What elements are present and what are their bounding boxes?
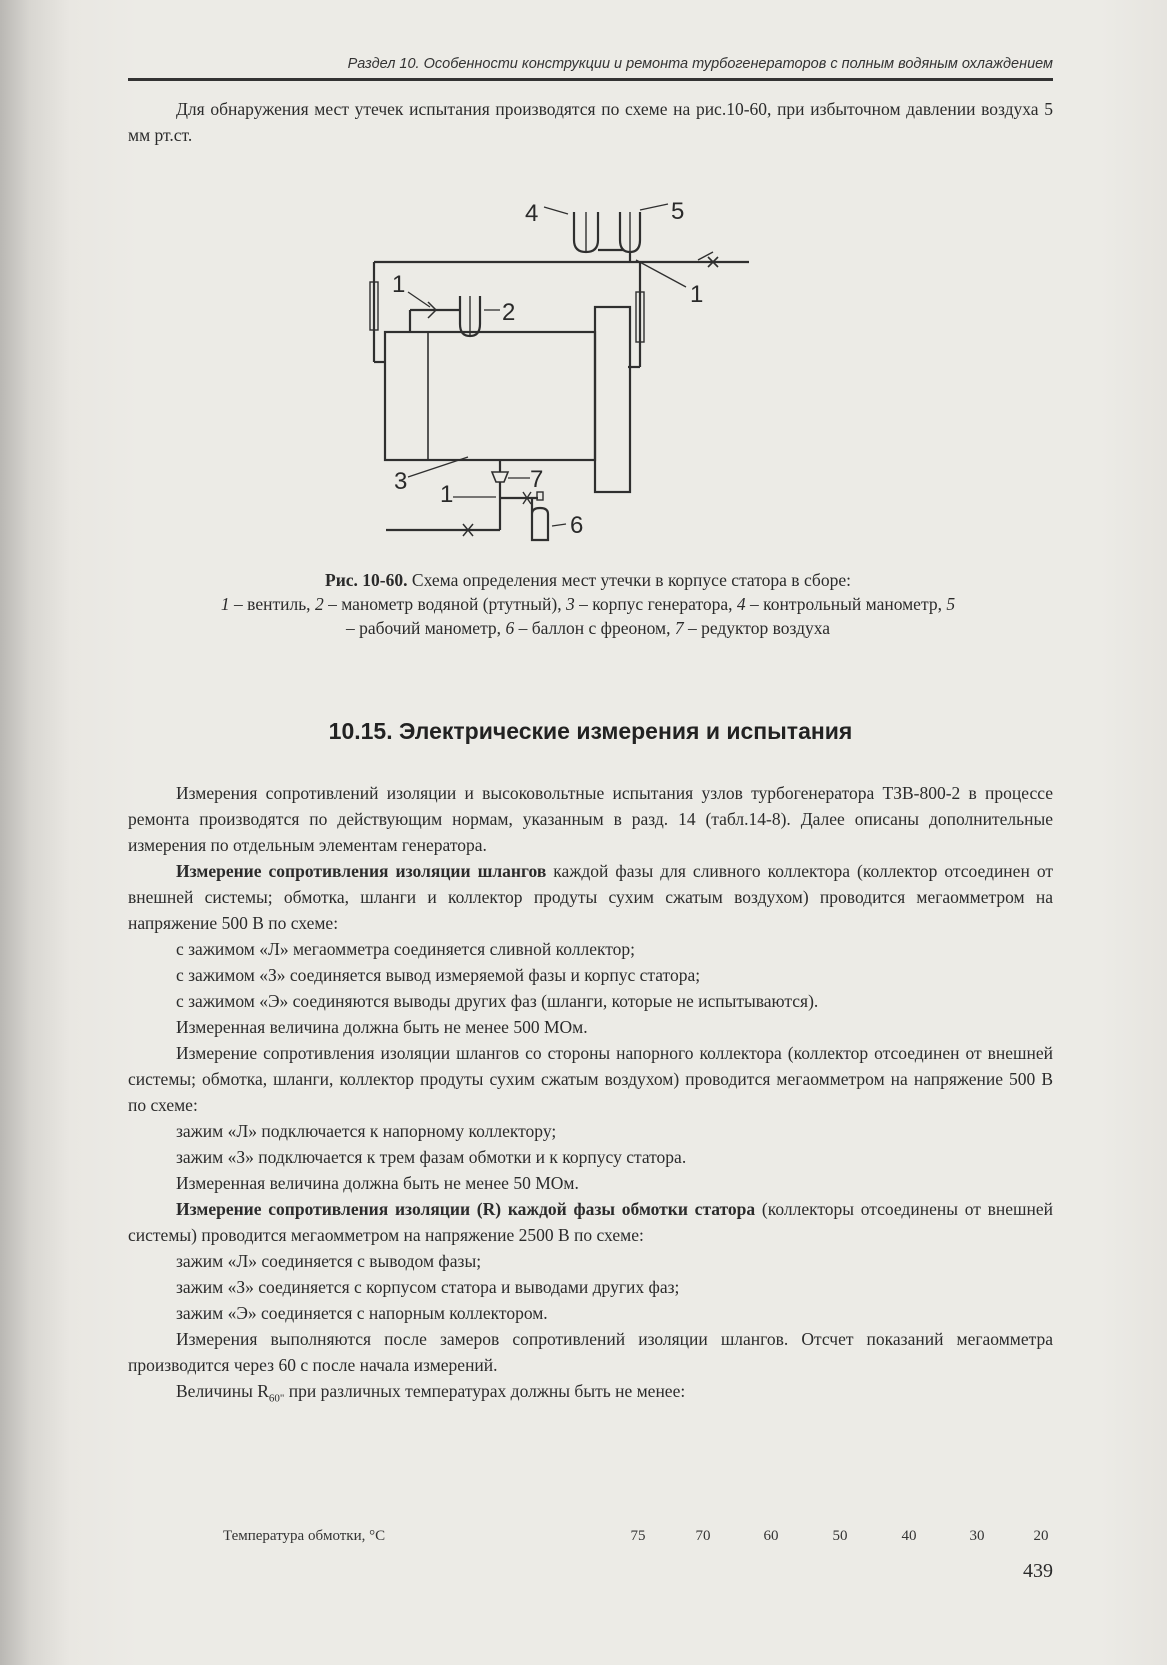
paragraph-6	[128, 1196, 1053, 1248]
paragraph-5: Измеренная величина должна быть не менее 50 МОм.	[176, 1173, 579, 1193]
temperature-label: Температура обмотки, °С	[223, 1528, 386, 1544]
figure-label-4: 4	[525, 200, 539, 227]
paragraph-8	[128, 1378, 1053, 1412]
running-head: Раздел 10. Особенности конструкции и ремонта турбогенераторов с полным водяным охлаждением	[347, 56, 1053, 72]
paragraph-2	[128, 858, 1053, 936]
paragraph-8-b: при различных температурах должны быть не менее:	[284, 1381, 686, 1401]
caption-item-5: – рабочий манометр,	[345, 618, 506, 638]
temperature-value: 30	[969, 1528, 985, 1544]
header-rule	[128, 78, 1053, 81]
figure-label-1-bottom: 1	[440, 481, 454, 508]
list-item-3: с зажимом «Э» соединяются выводы других фаз (шланги, которые не испытываются).	[176, 991, 819, 1011]
temperature-value: 50	[832, 1528, 848, 1544]
list-item-5: зажим «З» подключается к трем фазам обмотки и к корпусу статора.	[176, 1147, 687, 1167]
temperature-row	[223, 1528, 1053, 1550]
caption-item-6: – баллон с фреоном,	[514, 618, 675, 638]
caption-num-1: 1	[220, 594, 230, 614]
list-item-2: с зажимом «З» соединяется вывод измеряемой фазы и корпус статора;	[176, 965, 701, 985]
caption-title: Рис. 10-60.	[325, 570, 408, 590]
paragraph-8-a: Величины R	[176, 1381, 269, 1401]
caption-num-2: 2	[314, 594, 324, 614]
temperature-value: 60	[763, 1528, 779, 1544]
figure-label-1-left: 1	[392, 271, 406, 298]
caption-num-7: 7	[674, 618, 684, 638]
list-item-7: зажим «З» соединяется с корпусом статора и выводами других фаз;	[176, 1277, 680, 1297]
temperature-value: 70	[695, 1528, 711, 1544]
caption-item-7: – редуктор воздуха	[683, 618, 831, 638]
paragraph-6-rest: (коллекторы отсоединены от внешней системы) проводится мегаомметром на напряжение 2500 В по схеме:	[128, 1199, 1053, 1245]
caption-num-3: 3	[565, 594, 575, 614]
figure-label-2: 2	[502, 299, 516, 326]
figure-label-5: 5	[671, 198, 685, 225]
temperature-value: 75	[630, 1528, 646, 1544]
document-page	[128, 40, 1053, 1630]
figure-label-3: 3	[394, 468, 408, 495]
section-title: 10.15. Электрические измерения и испытания	[328, 718, 853, 744]
caption-item-1: – вентиль,	[229, 594, 315, 614]
paragraph-6-bold: Измерение сопротивления изоляции (R) каждой фазы обмотки статора	[176, 1199, 756, 1219]
list-item-1: с зажимом «Л» мегаомметра соединяется сливной коллектор;	[176, 939, 636, 959]
list-item-8: зажим «Э» соединяется с напорным коллектором.	[176, 1303, 548, 1323]
paragraph-3: Измеренная величина должна быть не менее 500 МОм.	[176, 1017, 588, 1037]
page-number: 439	[1023, 1560, 1053, 1582]
intro-text: Для обнаружения мест утечек испытания производятся по схеме на рис.10-60, при избыточном давлении воздуха 5 мм рт.ст.	[128, 99, 1053, 145]
figure-caption	[218, 568, 958, 640]
caption-item-2: – манометр водяной (ртутный),	[323, 594, 566, 614]
figure-label-1-top: 1	[690, 281, 704, 308]
intro-paragraph	[128, 96, 1053, 148]
caption-item-3: – корпус генератора,	[574, 594, 737, 614]
caption-num-5: 5	[946, 594, 956, 614]
caption-text: Схема определения мест утечки в корпусе статора в сборе:	[407, 570, 851, 590]
paragraph-8-sub: 60"	[268, 1392, 285, 1405]
list-item-4: зажим «Л» подключается к напорному коллектору;	[176, 1121, 557, 1141]
paragraph-4: Измерение сопротивления изоляции шлангов со стороны напорного коллектора (коллектор отсоединен от внешней системы; обмотка, шланги, коллектор продуты сухим сжатым воздухом) проводится мегаомметром на напряжение 500 В по схеме:	[128, 1043, 1053, 1115]
caption-num-6: 6	[505, 618, 515, 638]
leak-test-schematic	[368, 152, 768, 562]
paragraph-1: Измерения сопротивлений изоляции и высоковольтные испытания узлов турбогенератора ТЗВ-800-2 в процессе ремонта производятся по действующим нормам, указанным в разд. 14 (табл.14-8). Далее описаны дополнительные измерения по отдельным элементам генератора.	[128, 783, 1053, 855]
caption-num-4: 4	[736, 594, 746, 614]
paragraph-7: Измерения выполняются после замеров сопротивлений изоляции шлангов. Отсчет показаний мегаомметра производится через 60 с после начала измерений.	[128, 1329, 1053, 1375]
body-text	[128, 780, 1053, 1412]
temperature-value: 20	[1033, 1528, 1049, 1544]
paragraph-2-bold: Измерение сопротивления изоляции шлангов	[176, 861, 547, 881]
figure-label-7: 7	[530, 466, 544, 493]
temperature-value: 40	[901, 1528, 917, 1544]
caption-item-4: – контрольный манометр,	[745, 594, 947, 614]
paragraph-2-rest: каждой фазы для сливного коллектора (коллектор отсоединен от внешней системы; обмотка, шланги и коллектор продуты сухим сжатым воздухом) проводится мегаомметром на напряжение 500 В по схеме:	[128, 861, 1053, 933]
figure-label-6: 6	[570, 512, 584, 539]
list-item-6: зажим «Л» соединяется с выводом фазы;	[176, 1251, 482, 1271]
